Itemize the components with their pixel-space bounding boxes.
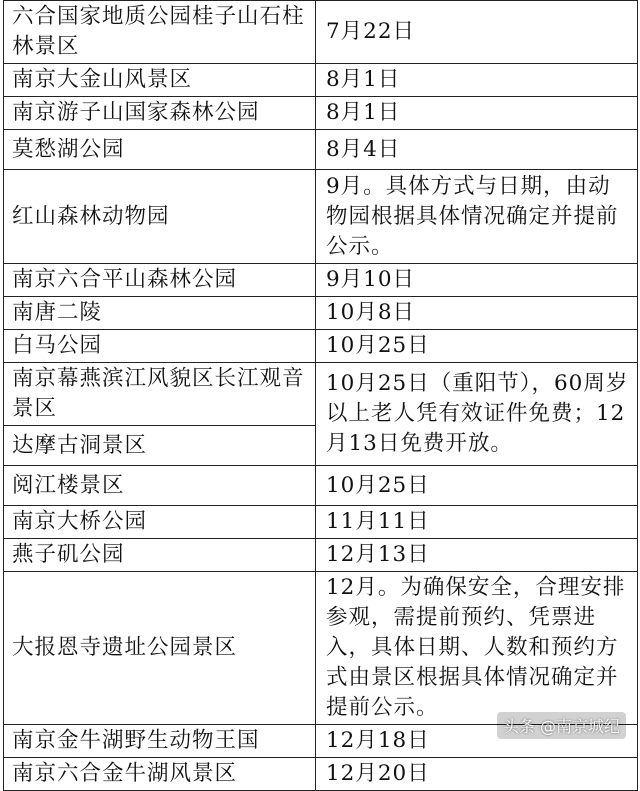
scenic-area-name: 红山森林动物园	[4, 170, 316, 264]
scenic-area-name: 大报恩寺遗址公园景区	[4, 572, 316, 725]
free-open-date: 8月4日	[316, 130, 638, 170]
table-row	[4, 297, 638, 330]
free-open-date: 8月1日	[316, 64, 638, 97]
scenic-area-name: 南京大桥公园	[4, 506, 316, 539]
table-row	[4, 170, 638, 264]
source-watermark: 头条 @南京城纪	[497, 712, 626, 739]
free-open-date: 10月25日	[316, 330, 638, 363]
free-open-date: 10月25日（重阳节），60周岁以上老人凭有效证件免费；12月13日免费开放。	[316, 363, 638, 466]
scenic-area-name: 白马公园	[4, 330, 316, 363]
table-row	[4, 539, 638, 572]
table-row	[4, 97, 638, 130]
scenic-area-name: 南唐二陵	[4, 297, 316, 330]
free-open-date: 12月。为确保安全，合理安排参观，需提前预约、凭票进入，具体日期、人数和预约方式由景区根据具体情况确定并提前公示。	[316, 572, 638, 725]
free-open-date: 12月13日	[316, 539, 638, 572]
free-open-date: 10月25日	[316, 466, 638, 506]
table-row	[4, 758, 638, 791]
scenic-area-name: 南京幕燕滨江风貌区长江观音景区	[4, 363, 316, 426]
scenic-area-name: 南京大金山风景区	[4, 64, 316, 97]
table-row	[4, 1, 638, 64]
scenic-area-name: 南京游子山国家森林公园	[4, 97, 316, 130]
scenic-area-name: 六合国家地质公园桂子山石柱林景区	[4, 1, 316, 64]
free-open-date: 12月20日	[316, 758, 638, 791]
free-open-date: 7月22日	[316, 1, 638, 64]
table-row	[4, 330, 638, 363]
table-row	[4, 506, 638, 539]
free-open-date: 8月1日	[316, 97, 638, 130]
scenic-area-name: 南京金牛湖野生动物王国	[4, 725, 316, 758]
free-open-date: 9月10日	[316, 264, 638, 297]
table-row	[4, 466, 638, 506]
scenic-area-name: 燕子矶公园	[4, 539, 316, 572]
scenic-area-name: 阅江楼景区	[4, 466, 316, 506]
scenic-area-name: 莫愁湖公园	[4, 130, 316, 170]
free-open-date: 10月8日	[316, 297, 638, 330]
scenic-area-name: 南京六合平山森林公园	[4, 264, 316, 297]
table-row	[4, 572, 638, 725]
table-row	[4, 363, 638, 426]
free-open-date: 12月18日	[316, 725, 638, 758]
scenic-area-name: 南京六合金牛湖风景区	[4, 758, 316, 791]
free-open-date: 9月。具体方式与日期，由动物园根据具体情况确定并提前公示。	[316, 170, 638, 264]
scenic-area-name: 达摩古洞景区	[4, 426, 316, 466]
table-row	[4, 264, 638, 297]
table-row	[4, 64, 638, 97]
table-row	[4, 130, 638, 170]
scenic-area-schedule-table	[3, 0, 638, 791]
free-open-date: 11月11日	[316, 506, 638, 539]
